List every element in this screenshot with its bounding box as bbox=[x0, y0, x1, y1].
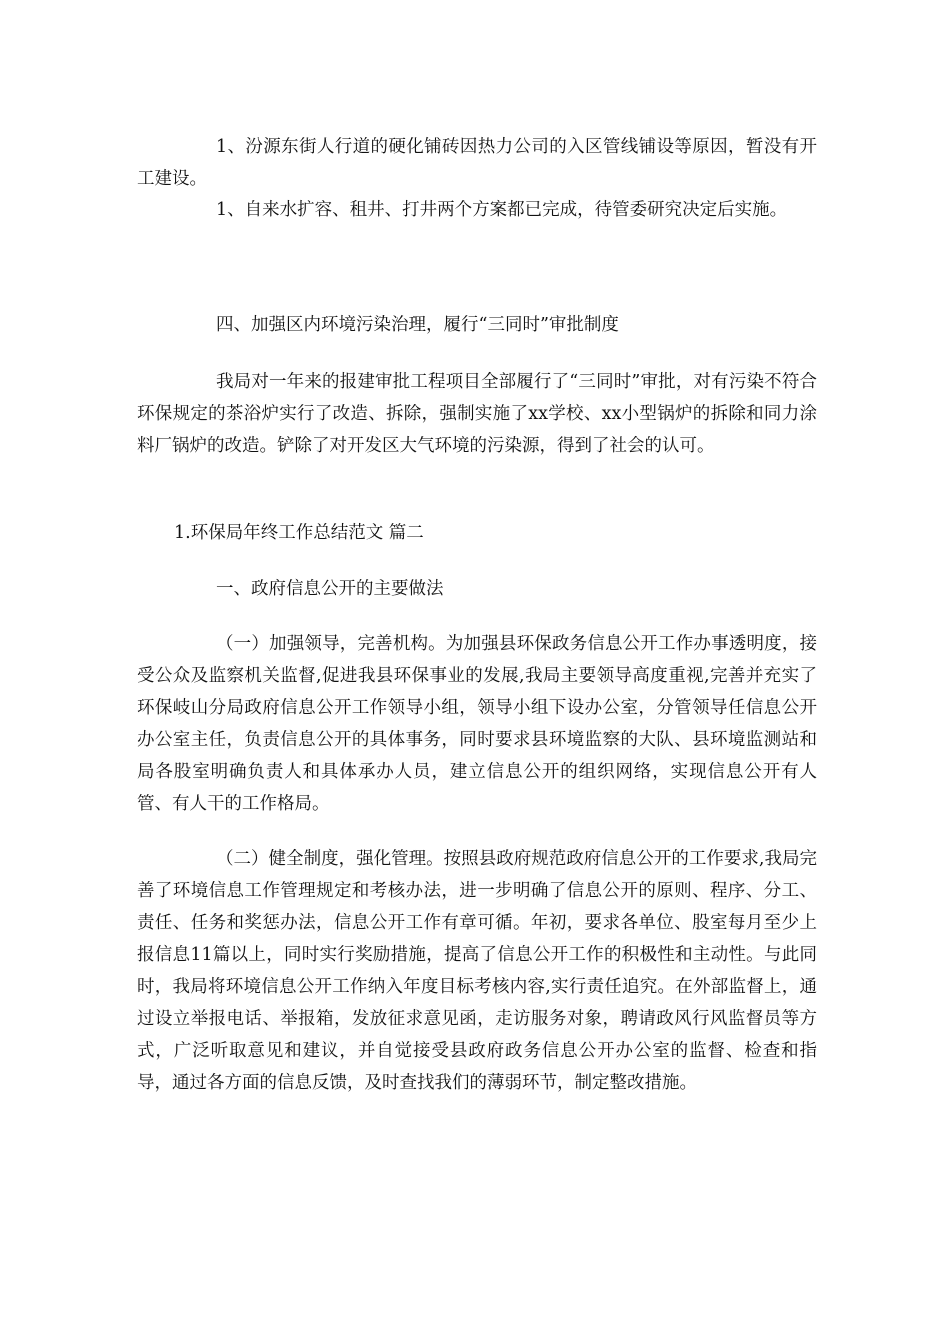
paragraph-1: 1、汾源东街人行道的硬化铺砖因热力公司的入区管线铺设等原因，暂没有开工建设。 bbox=[137, 137, 817, 189]
paragraph-2: 1、自来水扩容、租井、打井两个方案都已完成，待管委研究决定后实施。 bbox=[216, 200, 788, 220]
paragraph-4: （一）加强领导，完善机构。为加强县环保政务信息公开工作办事透明度，接受公众及监察机关监督,促进我县环保事业的发展,我局主要领导高度重视,完善并充实了环保岐山分局政府信息公开工作领导小组，领导小组下设办公室，分管领导任信息公开办公室主任，负责信息公开的具体事务，同时要求县环境监察的大队、县环境监测站和局各股室明确负责人和具体承办人员，建立信息公开的组织网络，实现信息公开有人管、有人干的工作格局。 bbox=[137, 634, 817, 814]
section-heading-4: 四、加强区内环境污染治理，履行“三同时”审批制度 bbox=[216, 315, 619, 335]
document-title-part-2: 1.环保局年终工作总结范文 篇二 bbox=[174, 523, 424, 543]
paragraph-3: 我局对一年来的报建审批工程项目全部履行了“三同时”审批，对有污染不符合环保规定的茶浴炉实行了改造、拆除，强制实施了xx学校、xx小型锅炉的拆除和同力涂料厂锅炉的改造。铲除了对开发区大气环境的污染源，得到了社会的认可。 bbox=[137, 372, 817, 456]
paragraph-5: （二）健全制度，强化管理。按照县政府规范政府信息公开的工作要求,我局完善了环境信息工作管理规定和考核办法，进一步明确了信息公开的原则、程序、分工、责任、任务和奖惩办法，信息公开工作有章可循。年初，要求各单位、股室每月至少上报信息11篇以上，同时实行奖励措施，提高了信息公开工作的积极性和主动性。与此同时，我局将环境信息公开工作纳入年度目标考核内容,实行责任追究。在外部监督上，通过设立举报电话、举报箱，发放征求意见函，走访服务对象，聘请政风行风监督员等方式，广泛听取意见和建议，并自觉接受县政府政务信息公开办公室的监督、检查和指导，通过各方面的信息反馈，及时查找我们的薄弱环节，制定整改措施。 bbox=[137, 849, 817, 1093]
section-heading-1: 一、政府信息公开的主要做法 bbox=[216, 579, 444, 599]
